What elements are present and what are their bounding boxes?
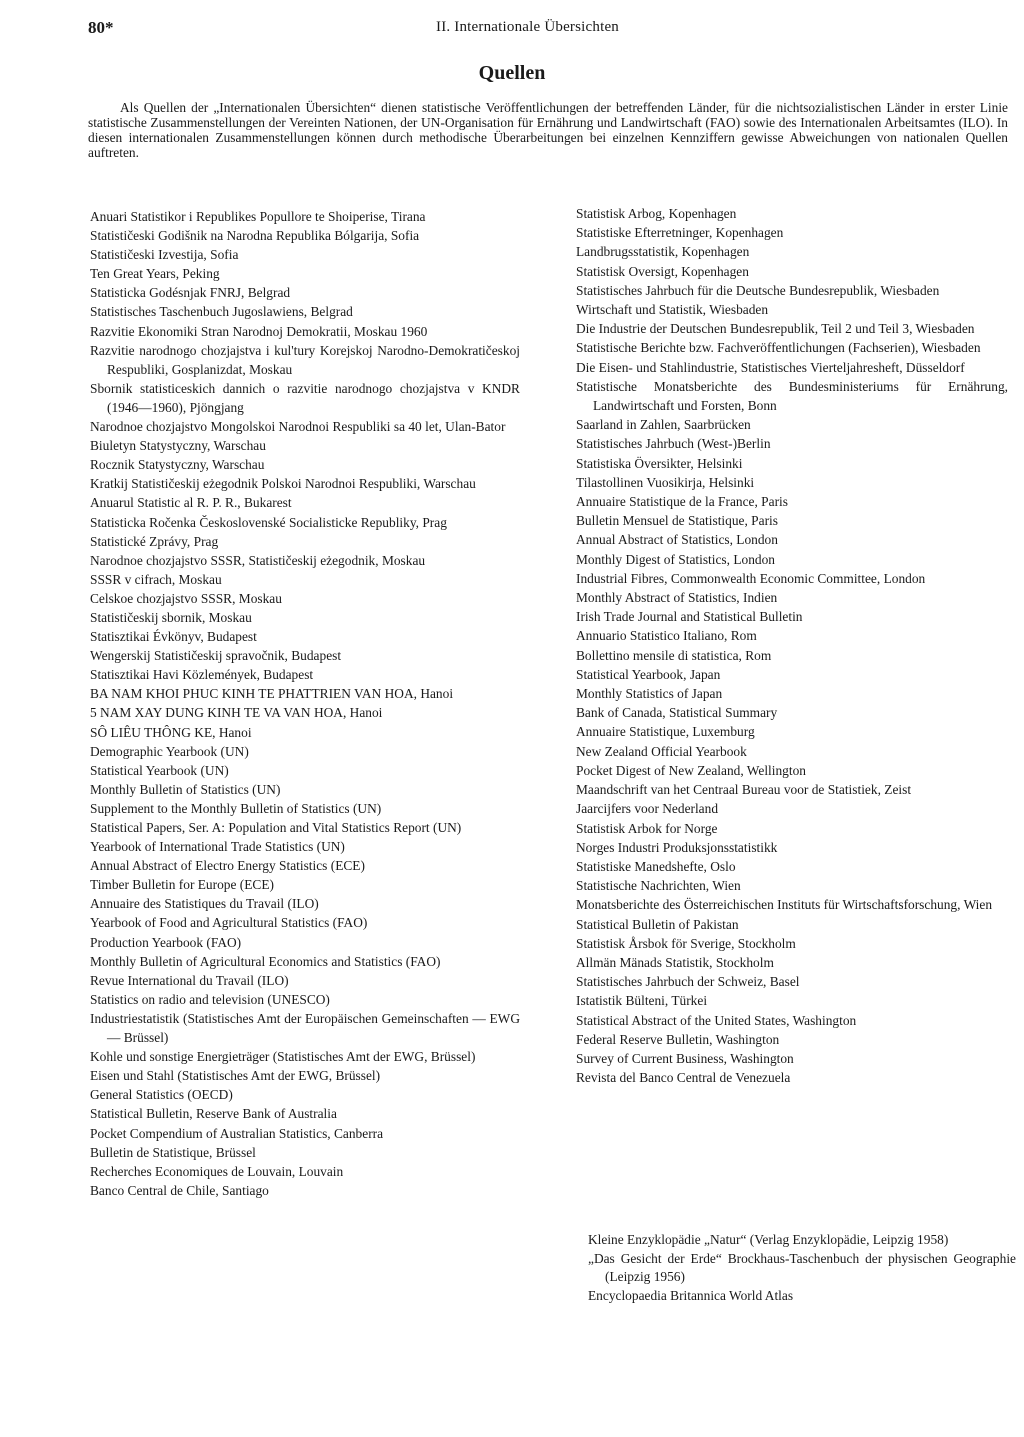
source-entry: Annuaire Statistique, Luxemburg xyxy=(576,724,755,740)
source-entry: Bulletin Mensuel de Statistique, Paris xyxy=(576,513,778,529)
running-title: II. Internationale Übersichten xyxy=(436,19,620,35)
source-entry: Statistical Papers, Ser. A: Population and Vital Statistics Report (UN) xyxy=(90,820,462,835)
source-entry: Monatsberichte des Österreichischen Instituts für Wirtschaftsforschung, Wien xyxy=(576,897,993,913)
source-entry: Statistische Nachrichten, Wien xyxy=(576,878,741,894)
source-entry: Banco Central de Chile, Santiago xyxy=(90,1182,269,1198)
source-entry: Wirtschaft und Statistik, Wiesbaden xyxy=(576,302,769,318)
source-entry: Monthly Bulletin of Agricultural Economics and Statistics (FAO) xyxy=(90,953,441,969)
source-entry: Istatistik Bülteni, Türkei xyxy=(576,993,708,1009)
source-entry: Norges Industri Produksjonsstatistikk xyxy=(576,839,778,855)
source-entry: Bank of Canada, Statistical Summary xyxy=(576,705,778,721)
source-entry: Pocket Compendium of Australian Statistics, Canberra xyxy=(90,1125,384,1141)
source-entry: „Das Gesicht der Erde“ Brockhaus-Taschenbuch der physischen Geographie (Leipzig 1956) xyxy=(588,1250,1016,1285)
source-entry: Yearbook of Food and Agricultural Statistics (FAO) xyxy=(90,915,368,931)
source-entry: Annual Abstract of Electro Energy Statistics (ECE) xyxy=(90,858,365,874)
source-entry: Narodnoe chozjajstvo SSSR, Statističeskij eżegodnik, Moskau xyxy=(90,552,426,568)
sources-list-additional xyxy=(588,1231,1016,1305)
source-entry: Razvitie narodnogo chozjajstva i kul'tury Korejskoj Narodno-Demokratičeskoj Respubliki, Gosplanizdat, Moskau xyxy=(90,342,520,377)
page-number: 80* xyxy=(88,18,114,37)
source-entry: SÔ LIÊU THÔNG KE, Hanoi xyxy=(90,724,252,740)
source-entry: Biuletyn Statystyczny, Warschau xyxy=(90,438,266,454)
source-entry: Wengerskij Statističeskij spravočnik, Budapest xyxy=(90,648,342,664)
source-entry: Yearbook of International Trade Statistics (UN) xyxy=(90,839,345,855)
source-entry: Landbrugsstatistik, Kopenhagen xyxy=(576,244,750,260)
source-entry: Die Eisen- und Stahlindustrie, Statistisches Vierteljahresheft, Düsseldorf xyxy=(576,359,965,375)
source-entry: Bollettino mensile di statistica, Rom xyxy=(576,647,772,663)
source-entry: Statističeskij sbornik, Moskau xyxy=(90,609,252,625)
source-entry: Statistické Zprávy, Prag xyxy=(90,533,219,549)
source-entry: Monthly Abstract of Statistics, Indien xyxy=(576,590,778,606)
intro-paragraph: Als Quellen der „Internationalen Übersichten“ dienen statistische Veröffentlichungen der betreffenden Länder, für die nichtsozialistischen Länder in erster Linie statistische Zusammenstellungen der Vereinten Nationen, der UN-Organisation für Ernährung und Landwirtschaft (FAO) sowie des Internationalen Arbeitsamtes (ILO). In diesen internationalen Zusammenstellungen können durch methodische Überarbeitungen bei einzelnen Kennziffern gewisse Abweichungen von nationalen Quellen auftreten. xyxy=(88,100,1008,160)
source-entry: Survey of Current Business, Washington xyxy=(576,1050,794,1066)
source-entry: Demographic Yearbook (UN) xyxy=(90,743,249,759)
source-entry: Monthly Digest of Statistics, London xyxy=(576,551,775,567)
source-entry: Statistisk Årsbok för Sverige, Stockholm xyxy=(576,935,796,951)
source-entry: BA NAM KHOI PHUC KINH TE PHATTRIEN VAN HOA, Hanoi xyxy=(90,686,454,702)
source-entry: Industrial Fibres, Commonwealth Economic Committee, London xyxy=(576,570,926,586)
source-entry: Pocket Digest of New Zealand, Wellington xyxy=(576,762,806,778)
source-entry: Rocznik Statystyczny, Warschau xyxy=(90,457,265,473)
source-entry: Narodnoe chozjajstvo Mongolskoi Narodnoi Respubliki sa 40 let, Ulan-Bator xyxy=(90,419,506,435)
source-entry: Statistiska Översikter, Helsinki xyxy=(576,455,743,471)
source-entry: General Statistics (OECD) xyxy=(90,1087,233,1103)
section-title: Quellen xyxy=(478,62,546,84)
source-entry: Statistisches Jahrbuch der Schweiz, Basel xyxy=(576,974,800,990)
source-entry: Celskoe chozjajstvo SSSR, Moskau xyxy=(90,590,282,606)
source-entry: Timber Bulletin for Europe (ECE) xyxy=(90,877,274,893)
source-entry: Anuari Statistikor i Republikes Popullore te Shoiperise, Tirana xyxy=(90,209,426,224)
source-entry: Statistical Bulletin of Pakistan xyxy=(576,916,739,932)
source-entry: Statisztikai Havi Közlemények, Budapest xyxy=(90,667,314,683)
source-entry: Annuaire Statistique de la France, Paris xyxy=(576,494,788,510)
source-entry: Allmän Mänads Statistik, Stockholm xyxy=(576,954,774,970)
source-entry: Kratkij Statističeskij eżegodnik Polskoi Narodnoi Respubliki, Warschau xyxy=(90,476,476,492)
source-entry: Statistical Yearbook, Japan xyxy=(576,666,721,682)
source-entry: Kleine Enzyklopädie „Natur“ (Verlag Enzyklopädie, Leipzig 1958) xyxy=(588,1232,949,1247)
source-entry: Statistisk Arbok for Norge xyxy=(576,820,718,836)
source-entry: Sbornik statisticeskich dannich o razvitie narodnogo chozjajstva v KNDR (1946—1960), Pjöngjang xyxy=(90,380,520,415)
source-entry: Revista del Banco Central de Venezuela xyxy=(576,1070,791,1086)
source-entry: Production Yearbook (FAO) xyxy=(90,934,242,950)
source-entry: Kohle und sonstige Energieträger (Statistisches Amt der EWG, Brüssel) xyxy=(90,1049,476,1065)
source-entry: Statistics on radio and television (UNESCO) xyxy=(90,991,330,1007)
sources-list-left xyxy=(90,207,520,1200)
source-entry: Die Industrie der Deutschen Bundesrepublik, Teil 2 und Teil 3, Wiesbaden xyxy=(576,321,975,337)
page-header xyxy=(88,18,990,40)
source-entry: Irish Trade Journal and Statistical Bulletin xyxy=(576,609,803,625)
source-entry: Statističeski Godišnik na Narodna Republika Bólgarija, Sofia xyxy=(90,228,420,244)
source-entry: Statistisches Jahrbuch für die Deutsche Bundesrepublik, Wiesbaden xyxy=(576,282,940,298)
source-entry: Tilastollinen Vuosikirja, Helsinki xyxy=(576,474,755,490)
source-entry: Annual Abstract of Statistics, London xyxy=(576,532,778,548)
source-entry: Recherches Economiques de Louvain, Louvain xyxy=(90,1163,344,1179)
source-entry: Statistisches Jahrbuch (West-)Berlin xyxy=(576,436,771,452)
sources-list-right xyxy=(576,204,1008,1087)
source-entry: Maandschrift van het Centraal Bureau voor de Statistiek, Zeist xyxy=(576,782,912,798)
source-entry: New Zealand Official Yearbook xyxy=(576,743,747,759)
source-entry: Statistiske Efterretninger, Kopenhagen xyxy=(576,225,784,241)
source-entry: Statistische Monatsberichte des Bundesministeriums für Ernährung, Landwirtschaft und Forsten, Bonn xyxy=(576,378,1008,414)
source-entry: Anuarul Statistic al R. P. R., Bukarest xyxy=(90,495,292,511)
source-entry: Razvitie Ekonomiki Stran Narodnoj Demokratii, Moskau 1960 xyxy=(90,323,428,339)
source-entry: Statistisk Oversigt, Kopenhagen xyxy=(576,263,749,279)
source-entry: Jaarcijfers voor Nederland xyxy=(576,801,719,817)
source-entry: Bulletin de Statistique, Brüssel xyxy=(90,1144,256,1160)
source-entry: Federal Reserve Bulletin, Washington xyxy=(576,1031,780,1047)
source-entry: Statistische Berichte bzw. Fachveröffentlichungen (Fachserien), Wiesbaden xyxy=(576,340,981,356)
source-entry: Monthly Bulletin of Statistics (UN) xyxy=(90,781,281,797)
source-entry: Statistical Abstract of the United States, Washington xyxy=(576,1012,857,1028)
source-entry: Monthly Statistics of Japan xyxy=(576,686,723,702)
source-entry: Statistiske Manedshefte, Oslo xyxy=(576,858,736,874)
source-entry: Statisztikai Évkönyv, Budapest xyxy=(90,629,257,645)
source-entry: Supplement to the Monthly Bulletin of Statistics (UN) xyxy=(90,800,382,816)
source-entry: Encyclopaedia Britannica World Atlas xyxy=(588,1287,794,1303)
source-entry: Annuario Statistico Italiano, Rom xyxy=(576,628,757,644)
source-entry: Statistical Bulletin, Reserve Bank of Australia xyxy=(90,1106,337,1122)
source-entry: Eisen und Stahl (Statistisches Amt der EWG, Brüssel) xyxy=(90,1068,381,1084)
source-entry: Saarland in Zahlen, Saarbrücken xyxy=(576,417,751,433)
source-entry: 5 NAM XAY DUNG KINH TE VA VAN HOA, Hanoi xyxy=(90,705,383,721)
source-entry: Annuaire des Statistiques du Travail (ILO) xyxy=(90,896,319,912)
source-entry: Ten Great Years, Peking xyxy=(90,266,220,282)
source-entry: Statistical Yearbook (UN) xyxy=(90,762,229,778)
source-entry: Industriestatistik (Statistisches Amt der Europäischen Gemeinschaften — EWG — Brüssel) xyxy=(90,1010,520,1046)
source-entry: Statistisk Arbog, Kopenhagen xyxy=(576,206,737,221)
source-entry: Statisticka Ročenka Československé Socialisticke Republiky, Prag xyxy=(90,514,447,530)
source-entry: Statističeski Izvestija, Sofia xyxy=(90,247,239,263)
source-entry: Revue International du Travail (ILO) xyxy=(90,972,289,988)
source-entry: SSSR v cifrach, Moskau xyxy=(90,571,222,587)
source-entry: Statistisches Taschenbuch Jugoslawiens, Belgrad xyxy=(90,304,353,320)
source-entry: Statisticka Godésnjak FNRJ, Belgrad xyxy=(90,285,291,301)
